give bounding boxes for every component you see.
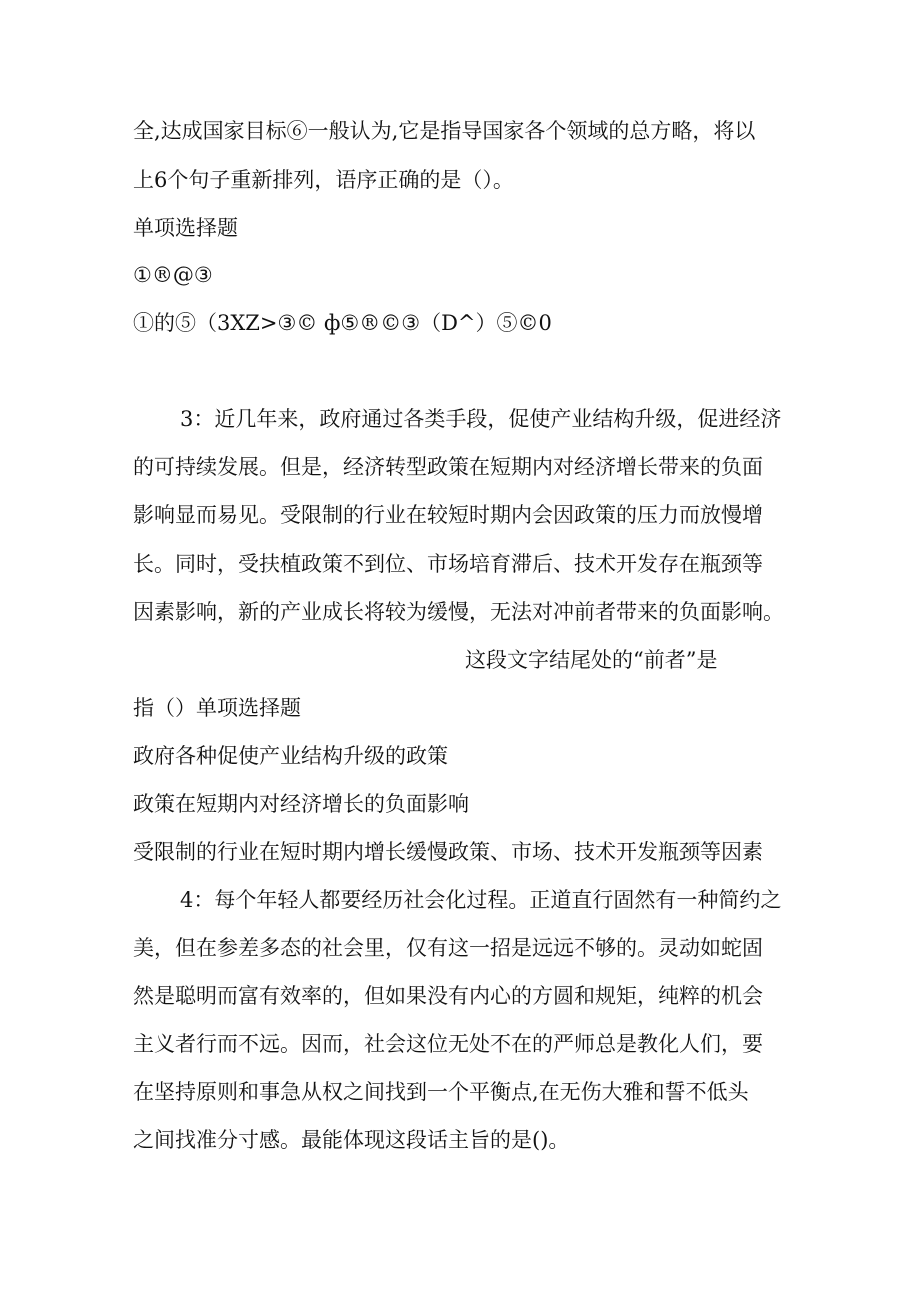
q4-paragraph-line: 在坚持原则和事急从权之间找到一个平衡点,在无伤大雅和誓不低头 bbox=[133, 1080, 749, 1104]
q3-paragraph-line: 的可持续发展。但是，经济转型政策在短期内对经济增长带来的负面 bbox=[133, 455, 763, 479]
option-1: ①®@③ bbox=[133, 263, 213, 287]
q3-paragraph-line: 影响显而易见。受限制的行业在较短时期内会因政策的压力而放慢增 bbox=[133, 503, 763, 527]
q3-option: 受限制的行业在短时期内增长缓慢政策、市场、技术开发瓶颈等因素 bbox=[133, 840, 763, 864]
question-type-label: 单项选择题 bbox=[133, 216, 238, 240]
q3-question-line: 指（）单项选择题 bbox=[133, 696, 301, 720]
q3-option: 政策在短期内对经济增长的负面影响 bbox=[133, 792, 469, 816]
q3-option: 政府各种促使产业结构升级的政策 bbox=[133, 744, 448, 768]
q4-paragraph-line: 之间找准分寸感。最能体现这段话主旨的是()。 bbox=[133, 1128, 570, 1152]
q4-paragraph-line: 主义者行而不远。因而，社会这位无处不在的严师总是教化人们，要 bbox=[133, 1032, 763, 1056]
q4-paragraph-line: 然是聪明而富有效率的，但如果没有内心的方圆和规矩，纯粹的机会 bbox=[133, 984, 763, 1008]
intro-line-2: 上6个句子重新排列，语序正确的是（）。 bbox=[133, 168, 514, 192]
q4-paragraph-line: 4：每个年轻人都要经历社会化过程。正道直行固然有一种简约之 bbox=[180, 888, 782, 912]
intro-line-1: 全,达成国家目标⑥一般认为,它是指导国家各个领域的总方略，将以 bbox=[133, 119, 756, 143]
q3-paragraph-line: 因素影响，新的产业成长将较为缓慢，无法对冲前者带来的负面影响。 bbox=[133, 600, 784, 624]
q3-question-tail: 这段文字结尾处的“前者”是 bbox=[465, 648, 718, 672]
q3-paragraph-line: 3：近几年来，政府通过各类手段，促使产业结构升级，促进经济 bbox=[180, 407, 782, 431]
option-2: ①的⑤（3XZ>③© ф⑤®©③（D^）⑤©0 bbox=[133, 311, 552, 335]
q4-paragraph-line: 美，但在参差多态的社会里，仅有这一招是远远不够的。灵动如蛇固 bbox=[133, 936, 763, 960]
q3-paragraph-line: 长。同时，受扶植政策不到位、市场培育滞后、技术开发存在瓶颈等 bbox=[133, 552, 763, 576]
